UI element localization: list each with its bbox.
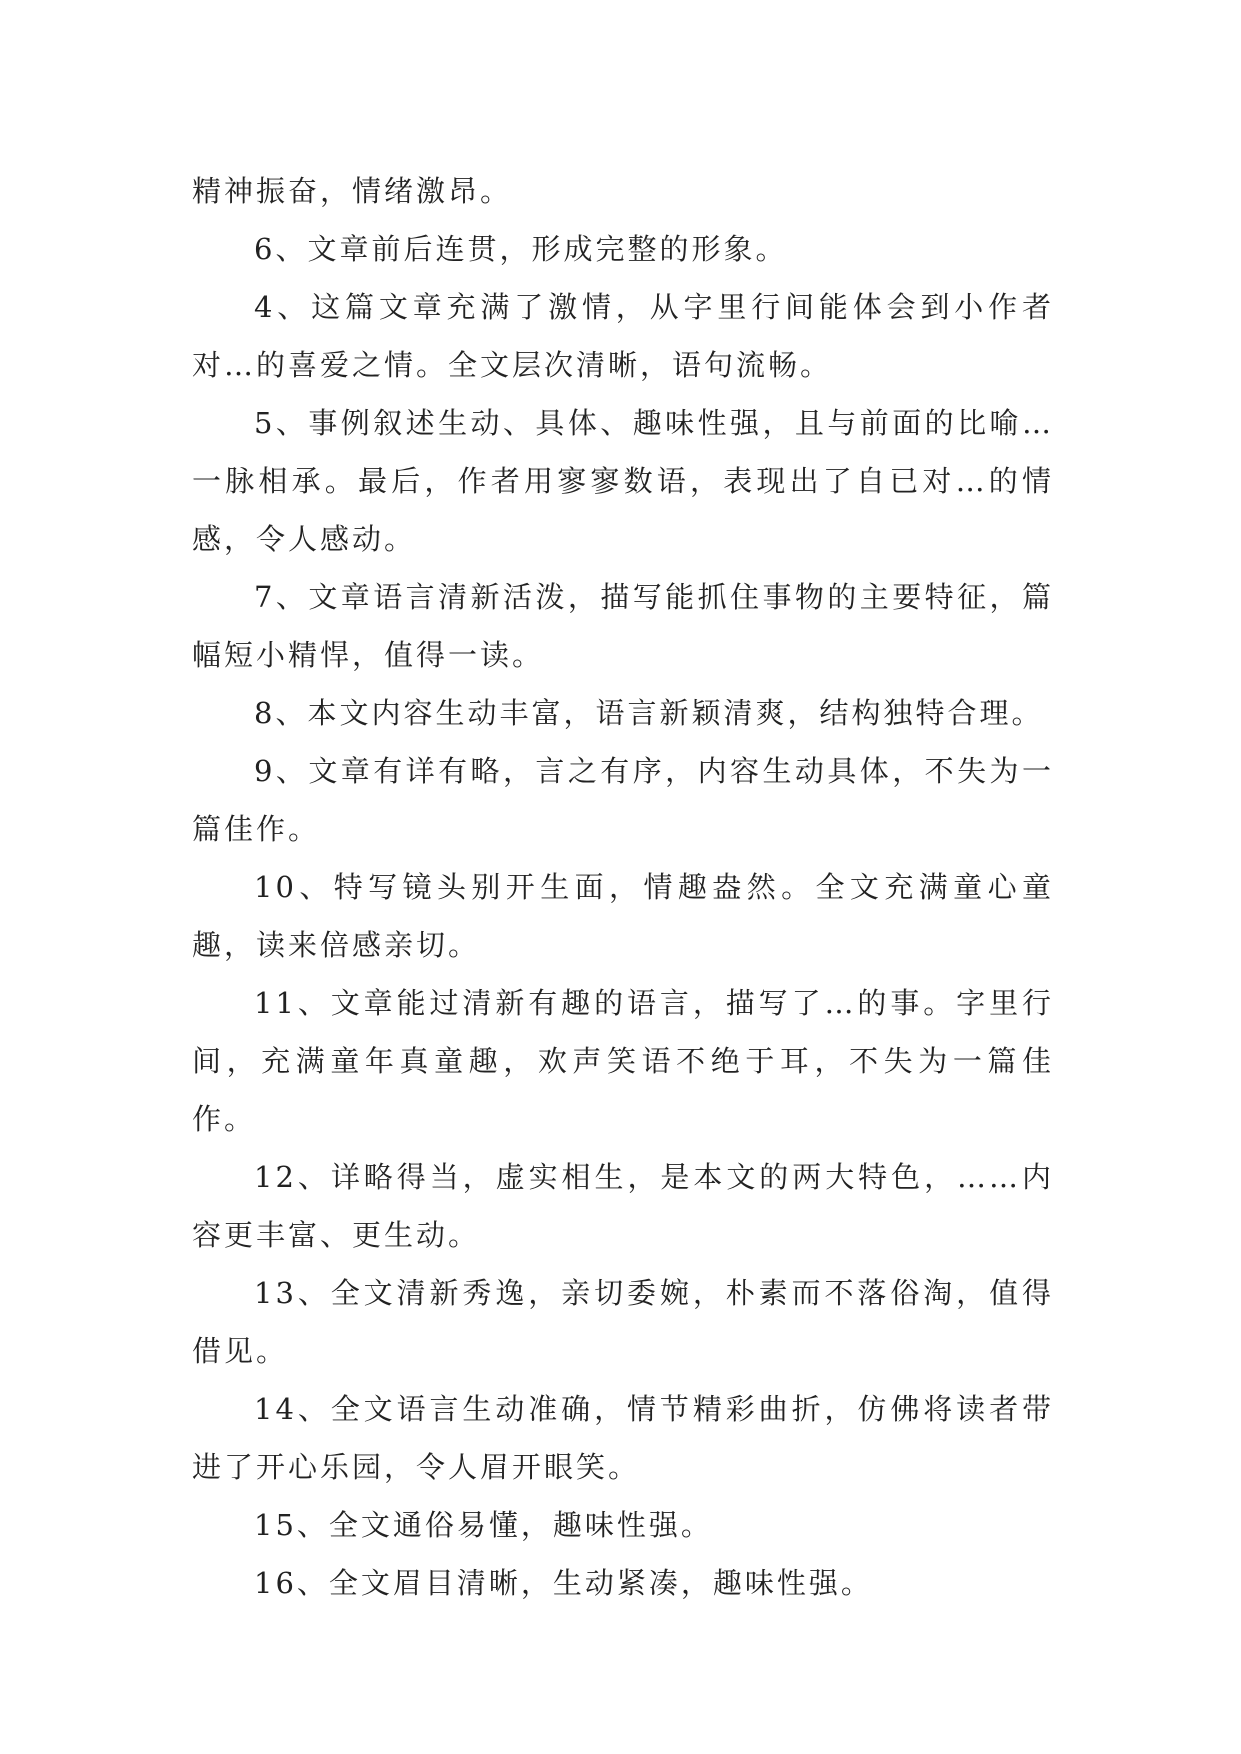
paragraph-comment-10: 10、特写镜头别开生面，情趣盎然。全文充满童心童趣，读来倍感亲切。 [192,870,1054,962]
paragraph-comment-12: 12、详略得当，虚实相生，是本文的两大特色，……内容更丰富、更生动。 [192,1160,1054,1252]
paragraph-continuation: 精神振奋，情绪激昂。 [192,174,513,208]
paragraph-comment-8: 8、本文内容生动丰富，语言新颖清爽，结构独特合理。 [254,696,1044,730]
paragraph-comment-5: 5、事例叙述生动、具体、趣味性强，且与前面的比喻…一脉相承。最后，作者用寥寥数语，表现出了自已对…的情感，令人感动。 [192,406,1054,556]
paragraph-comment-7: 7、文章语言清新活泼，描写能抓住事物的主要特征，篇幅短小精悍，值得一读。 [192,580,1054,672]
paragraph-comment-9: 9、文章有详有略，言之有序，内容生动具体，不失为一篇佳作。 [192,754,1054,846]
paragraph-comment-14: 14、全文语言生动准确，情节精彩曲折，仿佛将读者带进了开心乐园，令人眉开眼笑。 [192,1392,1054,1484]
paragraph-comment-16: 16、全文眉目清晰，生动紧凑，趣味性强。 [254,1566,873,1600]
paragraph-comment-4: 4、这篇文章充满了激情，从字里行间能体会到小作者对…的喜爱之情。全文层次清晰，语句流畅。 [192,290,1054,382]
document-body [192,162,1054,1612]
paragraph-comment-11: 11、文章能过清新有趣的语言，描写了…的事。字里行间，充满童年真童趣，欢声笑语不绝于耳，不失为一篇佳作。 [192,986,1054,1136]
paragraph-comment-13: 13、全文清新秀逸，亲切委婉，朴素而不落俗淘，值得借见。 [192,1276,1054,1368]
paragraph-comment-15: 15、全文通俗易懂，趣味性强。 [254,1508,713,1542]
paragraph-comment-6: 6、文章前后连贯，形成完整的形象。 [254,232,788,266]
